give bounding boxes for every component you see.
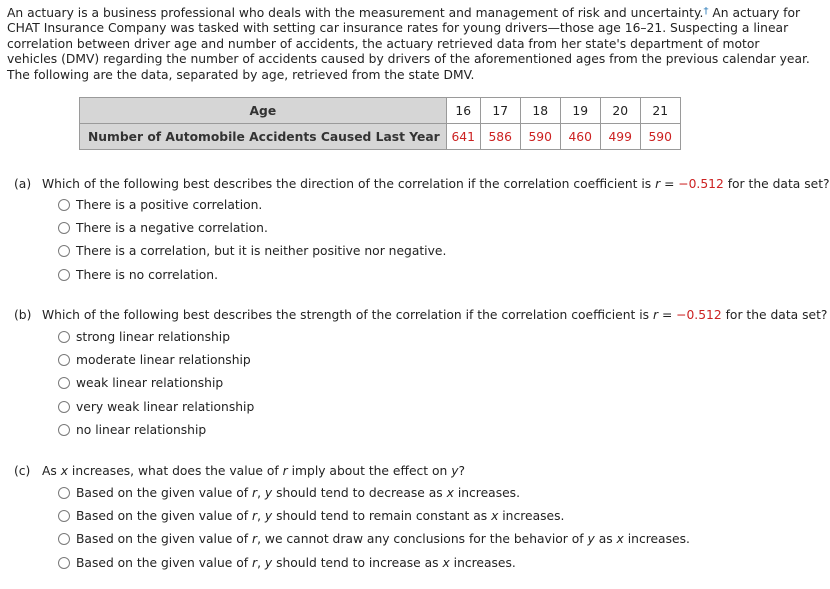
option-label: Based on the given value of r, y should tend to decrease as x increases.: [76, 485, 520, 500]
option-label: strong linear relationship: [76, 329, 231, 344]
radio-button[interactable]: [58, 222, 70, 234]
option-b-1[interactable]: [58, 325, 254, 348]
option-b-4[interactable]: [58, 395, 254, 418]
r-symbol: r: [282, 464, 288, 478]
option-a-2[interactable]: [58, 216, 446, 239]
question-b-text-end: for the data set?: [721, 308, 828, 322]
option-label: Based on the given value of r, y should tend to increase as x increases.: [76, 555, 516, 570]
radio-button[interactable]: [58, 557, 70, 569]
equals-sign: =: [658, 308, 677, 322]
accidents-row: [80, 124, 681, 150]
age-cell: 19: [560, 98, 600, 124]
accidents-cell: 590: [520, 124, 560, 150]
question-a: [14, 177, 830, 191]
radio-button[interactable]: [58, 331, 70, 343]
option-a-4[interactable]: [58, 263, 446, 286]
radio-button[interactable]: [58, 199, 70, 211]
option-c-1[interactable]: [58, 481, 690, 504]
question-a-text-end: for the data set?: [723, 177, 830, 191]
question-c-text: increases, what does the value of: [68, 464, 283, 478]
radio-button[interactable]: [58, 533, 70, 545]
option-label: There is a negative correlation.: [76, 220, 268, 235]
question-c-text: As: [42, 464, 61, 478]
radio-button[interactable]: [58, 487, 70, 499]
question-b-text: Which of the following best describes the strength of the correlation if the correlation coefficient is: [42, 308, 653, 322]
age-cell: 18: [520, 98, 560, 124]
intro-text-start: An actuary is a business professional who deals with the measurement and management of risk and uncertainty.: [7, 6, 704, 20]
options-b: [58, 325, 254, 441]
age-cell: 21: [640, 98, 680, 124]
question-c-text-end: ?: [458, 464, 466, 478]
question-b: [14, 308, 827, 322]
options-a: [58, 193, 446, 286]
radio-button[interactable]: [58, 269, 70, 281]
accidents-cell: 590: [640, 124, 680, 150]
option-b-2[interactable]: [58, 348, 254, 371]
option-label: no linear relationship: [76, 422, 207, 437]
question-a-label: (a): [14, 177, 32, 191]
option-b-3[interactable]: [58, 372, 254, 395]
options-c: [58, 481, 690, 574]
option-b-5[interactable]: [58, 418, 254, 441]
radio-button[interactable]: [58, 510, 70, 522]
accidents-cell: 641: [446, 124, 480, 150]
option-a-1[interactable]: [58, 193, 446, 216]
option-label: Based on the given value of r, y should tend to remain constant as x increases.: [76, 508, 565, 523]
r-symbol: r: [655, 177, 661, 191]
radio-button[interactable]: [58, 377, 70, 389]
age-row: [80, 98, 681, 124]
option-label: There is a correlation, but it is neither positive nor negative.: [76, 244, 447, 259]
question-a-text: Which of the following best describes the direction of the correlation if the correlation coefficient is: [42, 177, 656, 191]
question-c-text: imply about the effect on: [287, 464, 452, 478]
accidents-header: Number of Automobile Accidents Caused Last Year: [80, 124, 447, 150]
problem-intro: [7, 4, 813, 83]
radio-button[interactable]: [58, 424, 70, 436]
age-header: Age: [80, 98, 447, 124]
footnote-dagger-link[interactable]: †: [703, 6, 709, 17]
option-c-4[interactable]: [58, 551, 690, 574]
option-label: There is no correlation.: [76, 267, 218, 282]
r-value: −0.512: [678, 177, 724, 191]
option-label: Based on the given value of r, we cannot draw any conclusions for the behavior of y as x increases.: [76, 532, 690, 547]
r-symbol: r: [652, 308, 659, 322]
radio-button[interactable]: [58, 401, 70, 413]
y-symbol: y: [451, 464, 459, 478]
age-cell: 16: [446, 98, 480, 124]
option-label: very weak linear relationship: [76, 399, 255, 414]
data-table: [79, 97, 681, 150]
option-a-3[interactable]: [58, 240, 446, 263]
question-c: [14, 464, 465, 478]
age-cell: 20: [600, 98, 640, 124]
accidents-cell: 460: [560, 124, 600, 150]
r-value: −0.512: [676, 308, 722, 322]
x-symbol: x: [60, 464, 69, 478]
option-label: weak linear relationship: [76, 376, 224, 391]
equals-sign: =: [660, 177, 679, 191]
option-label: moderate linear relationship: [76, 352, 251, 367]
intro-text-end: An actuary for CHAT Insurance Company was tasked with setting car insurance rates for young drivers—those age 16–21. Suspecting a linear correlation between driver age and number of accidents, the actuary retrieved data from her state's department of motor vehicles (DMV) regarding the number of accidents caused by drivers of the aforementioned ages from the previous calendar year. The following are the data, separated by age, retrieved from the state DMV.: [7, 6, 810, 82]
option-label: There is a positive correlation.: [76, 197, 263, 212]
radio-button[interactable]: [58, 245, 70, 257]
age-cell: 17: [480, 98, 520, 124]
question-c-label: (c): [14, 464, 31, 478]
option-c-2[interactable]: [58, 504, 690, 527]
accidents-cell: 586: [480, 124, 520, 150]
accidents-cell: 499: [600, 124, 640, 150]
question-b-label: (b): [14, 308, 32, 322]
radio-button[interactable]: [58, 354, 70, 366]
option-c-3[interactable]: [58, 528, 690, 551]
